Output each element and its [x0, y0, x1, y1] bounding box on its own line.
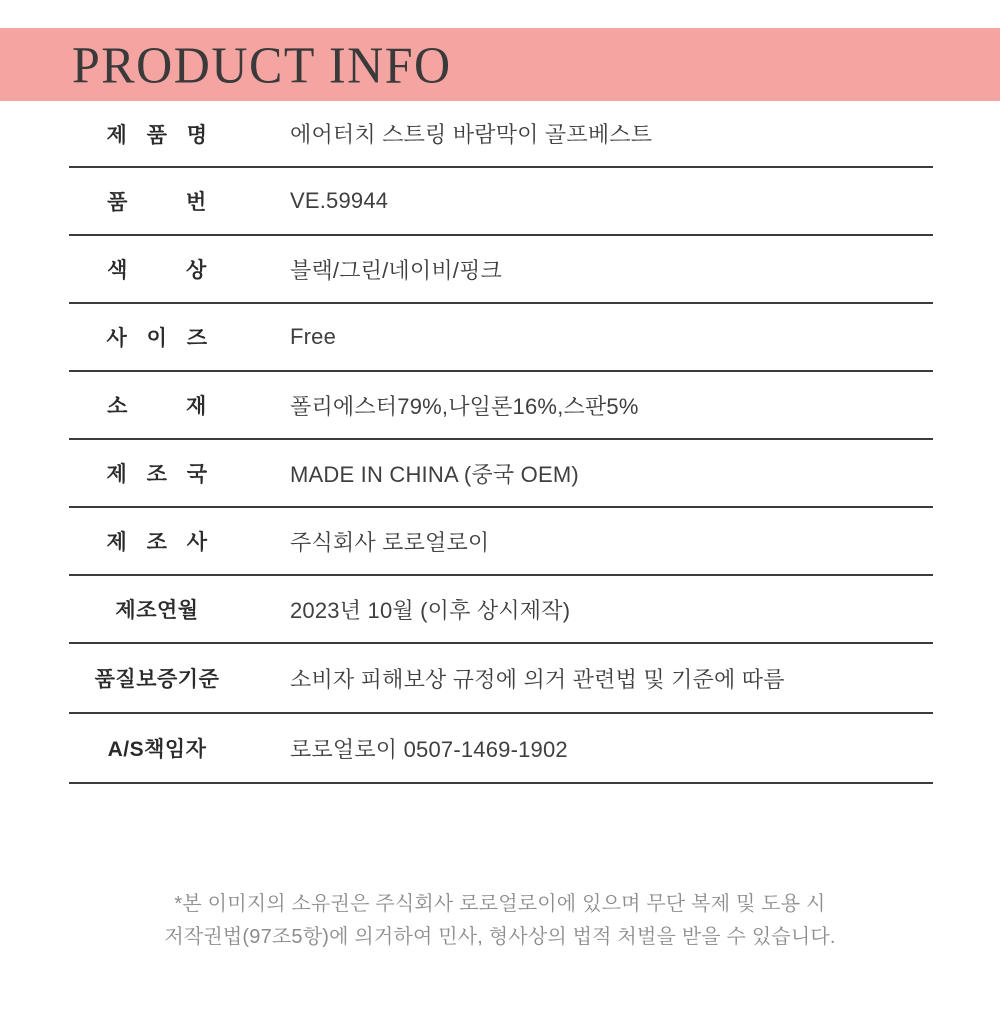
- row-label: A/S책임자: [107, 738, 207, 761]
- table-row-item-number: [69, 168, 933, 236]
- copyright-line-1: *본 이미지의 소유권은 주식회사 로로얼로이에 있으며 무단 복제 및 도용 시: [174, 893, 826, 915]
- row-value: 로로얼로이 0507-1469-1902: [290, 736, 568, 762]
- table-row-manufacturer: [69, 508, 933, 576]
- row-label: 품질보증기준: [94, 668, 220, 691]
- copyright-notice: [0, 888, 1000, 954]
- row-value: 블랙/그린/네이비/핑크: [290, 257, 503, 283]
- page-title: PRODUCT INFO: [72, 35, 452, 94]
- row-label: 색 상: [107, 259, 207, 282]
- table-row-as-contact: [69, 714, 933, 784]
- row-label: 소 재: [107, 395, 207, 418]
- copyright-line-2: 저작권법(97조5항)에 의거하여 민사, 형사상의 법적 처벌을 받을 수 있습니다.: [164, 926, 836, 948]
- row-value: 주식회사 로로얼로이: [290, 529, 490, 555]
- table-row-manufacture-date: [69, 576, 933, 644]
- table-row-size: [69, 304, 933, 372]
- product-info-table: [69, 101, 933, 784]
- table-row-quality-guarantee: [69, 644, 933, 714]
- row-value: 폴리에스터79%,나일론16%,스판5%: [290, 393, 639, 419]
- row-label: 제 품 명: [106, 123, 208, 147]
- row-label: 제 조 사: [106, 531, 208, 554]
- table-row-color: [69, 236, 933, 304]
- row-value: Free: [290, 324, 337, 349]
- row-value: 에어터치 스트링 바람막이 골프베스트: [290, 122, 653, 147]
- row-label: 품 번: [107, 191, 207, 214]
- row-label: 제 조 국: [106, 463, 208, 486]
- row-value: 2023년 10월 (이후 상시제작): [290, 597, 571, 623]
- table-row-material: [69, 372, 933, 440]
- row-value: VE.59944: [290, 188, 389, 213]
- row-label: 제조연월: [115, 599, 199, 622]
- row-value: MADE IN CHINA (중국 OEM): [290, 461, 579, 487]
- table-row-country-of-origin: [69, 440, 933, 508]
- row-label: 사 이 즈: [106, 327, 208, 350]
- header-banner: [0, 28, 1000, 101]
- table-row-product-name: [69, 101, 933, 168]
- row-value: 소비자 피해보상 규정에 의거 관련법 및 기준에 따름: [290, 666, 785, 692]
